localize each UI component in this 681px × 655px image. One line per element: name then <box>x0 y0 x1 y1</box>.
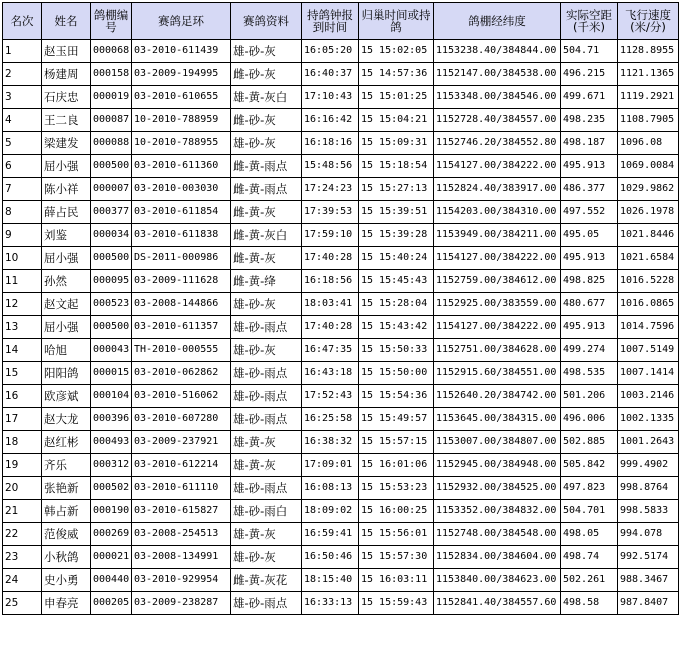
cell-ring-number: 03-2010-612214 <box>132 454 231 477</box>
cell-clock-time: 16:25:58 <box>302 408 359 431</box>
race-results-table <box>2 2 679 615</box>
cell-arrival-time: 15 15:18:54 <box>359 155 434 178</box>
cell-loft-coordinates: 1152759.00/384612.00 <box>434 270 561 293</box>
cell-clock-time: 16:47:35 <box>302 339 359 362</box>
cell-speed: 1096.08 <box>618 132 679 155</box>
cell-name: 杨建周 <box>42 63 91 86</box>
cell-name: 韩占新 <box>42 500 91 523</box>
cell-clock-time: 17:52:43 <box>302 385 359 408</box>
cell-distance: 498.825 <box>561 270 618 293</box>
cell-clock-time: 17:09:01 <box>302 454 359 477</box>
cell-loft-id: 000493 <box>91 431 132 454</box>
table-row <box>3 477 679 500</box>
cell-rank: 23 <box>3 546 42 569</box>
cell-rank: 10 <box>3 247 42 270</box>
cell-name: 史小勇 <box>42 569 91 592</box>
cell-speed: 1002.1335 <box>618 408 679 431</box>
table-row <box>3 40 679 63</box>
cell-ring-number: 10-2010-788955 <box>132 132 231 155</box>
cell-distance: 496.006 <box>561 408 618 431</box>
cell-rank: 13 <box>3 316 42 339</box>
cell-clock-time: 16:50:46 <box>302 546 359 569</box>
cell-speed: 1003.2146 <box>618 385 679 408</box>
cell-name: 孙然 <box>42 270 91 293</box>
cell-loft-coordinates: 1152640.20/384742.00 <box>434 385 561 408</box>
cell-speed: 987.8407 <box>618 592 679 615</box>
cell-loft-id: 000087 <box>91 109 132 132</box>
cell-clock-time: 16:59:41 <box>302 523 359 546</box>
cell-pigeon-info: 雌-黄-雨点 <box>231 178 302 201</box>
header-loft-id: 鸽棚编号 <box>91 3 132 40</box>
table-row <box>3 247 679 270</box>
cell-loft-id: 000377 <box>91 201 132 224</box>
cell-clock-time: 17:40:28 <box>302 316 359 339</box>
cell-rank: 22 <box>3 523 42 546</box>
cell-speed: 1119.2921 <box>618 86 679 109</box>
table-row <box>3 385 679 408</box>
header-loft-coordinates: 鸽棚经纬度 <box>434 3 561 40</box>
cell-speed: 1001.2643 <box>618 431 679 454</box>
cell-rank: 8 <box>3 201 42 224</box>
cell-name: 陈小祥 <box>42 178 91 201</box>
table-row <box>3 63 679 86</box>
cell-distance: 498.187 <box>561 132 618 155</box>
cell-loft-id: 000088 <box>91 132 132 155</box>
cell-distance: 499.274 <box>561 339 618 362</box>
cell-name: 张艳新 <box>42 477 91 500</box>
cell-rank: 18 <box>3 431 42 454</box>
cell-arrival-time: 15 15:40:24 <box>359 247 434 270</box>
cell-distance: 495.913 <box>561 155 618 178</box>
cell-speed: 1128.8955 <box>618 40 679 63</box>
cell-name: 梁建发 <box>42 132 91 155</box>
cell-name: 欧彦斌 <box>42 385 91 408</box>
cell-ring-number: 03-2010-062862 <box>132 362 231 385</box>
cell-loft-id: 000502 <box>91 477 132 500</box>
header-pigeon-info: 赛鸽资料 <box>231 3 302 40</box>
table-body <box>3 40 679 615</box>
cell-loft-id: 000034 <box>91 224 132 247</box>
cell-pigeon-info: 雄-黄-灰 <box>231 431 302 454</box>
cell-pigeon-info: 雄-砂-雨点 <box>231 592 302 615</box>
cell-arrival-time: 15 16:03:11 <box>359 569 434 592</box>
table-row <box>3 224 679 247</box>
cell-name: 范俊威 <box>42 523 91 546</box>
cell-speed: 1007.5149 <box>618 339 679 362</box>
cell-loft-id: 000095 <box>91 270 132 293</box>
cell-distance: 498.58 <box>561 592 618 615</box>
cell-pigeon-info: 雌-黄-灰花 <box>231 569 302 592</box>
cell-arrival-time: 15 16:00:25 <box>359 500 434 523</box>
cell-arrival-time: 15 16:01:06 <box>359 454 434 477</box>
cell-arrival-time: 15 15:57:30 <box>359 546 434 569</box>
cell-rank: 9 <box>3 224 42 247</box>
cell-clock-time: 18:09:02 <box>302 500 359 523</box>
cell-arrival-time: 15 15:50:00 <box>359 362 434 385</box>
cell-speed: 1007.1414 <box>618 362 679 385</box>
cell-ring-number: 03-2010-611838 <box>132 224 231 247</box>
cell-pigeon-info: 雄-砂-雨点 <box>231 385 302 408</box>
cell-arrival-time: 15 15:02:05 <box>359 40 434 63</box>
cell-loft-coordinates: 1154127.00/384222.00 <box>434 316 561 339</box>
cell-arrival-time: 15 14:57:36 <box>359 63 434 86</box>
cell-rank: 12 <box>3 293 42 316</box>
cell-ring-number: 03-2010-610655 <box>132 86 231 109</box>
cell-rank: 24 <box>3 569 42 592</box>
cell-ring-number: DS-2011-000986 <box>132 247 231 270</box>
cell-clock-time: 17:10:43 <box>302 86 359 109</box>
cell-name: 薛占民 <box>42 201 91 224</box>
cell-arrival-time: 15 15:28:04 <box>359 293 434 316</box>
cell-distance: 497.823 <box>561 477 618 500</box>
cell-pigeon-info: 雌-黄-绛 <box>231 270 302 293</box>
cell-rank: 11 <box>3 270 42 293</box>
cell-ring-number: 03-2009-111628 <box>132 270 231 293</box>
cell-pigeon-info: 雄-砂-灰 <box>231 293 302 316</box>
cell-arrival-time: 15 15:04:21 <box>359 109 434 132</box>
cell-distance: 480.677 <box>561 293 618 316</box>
cell-pigeon-info: 雄-砂-雨点 <box>231 477 302 500</box>
cell-loft-id: 000007 <box>91 178 132 201</box>
table-header <box>3 3 679 40</box>
cell-rank: 6 <box>3 155 42 178</box>
cell-ring-number: 03-2010-611360 <box>132 155 231 178</box>
cell-rank: 1 <box>3 40 42 63</box>
cell-loft-coordinates: 1153352.00/384832.00 <box>434 500 561 523</box>
cell-loft-coordinates: 1152746.20/384552.80 <box>434 132 561 155</box>
cell-ring-number: 03-2010-607280 <box>132 408 231 431</box>
cell-loft-coordinates: 1152728.40/384557.00 <box>434 109 561 132</box>
header-speed: 飞行速度(米/分) <box>618 3 679 40</box>
cell-loft-coordinates: 1152834.00/384604.00 <box>434 546 561 569</box>
cell-name: 小秋鸽 <box>42 546 91 569</box>
table-row <box>3 109 679 132</box>
cell-clock-time: 16:18:56 <box>302 270 359 293</box>
table-row <box>3 454 679 477</box>
cell-distance: 502.885 <box>561 431 618 454</box>
cell-distance: 498.235 <box>561 109 618 132</box>
cell-distance: 498.05 <box>561 523 618 546</box>
table-row <box>3 523 679 546</box>
cell-clock-time: 16:08:13 <box>302 477 359 500</box>
table-row <box>3 201 679 224</box>
cell-loft-coordinates: 1152748.00/384548.00 <box>434 523 561 546</box>
cell-distance: 504.701 <box>561 500 618 523</box>
cell-name: 屈小强 <box>42 155 91 178</box>
cell-pigeon-info: 雄-黄-灰 <box>231 523 302 546</box>
cell-ring-number: 03-2009-238287 <box>132 592 231 615</box>
cell-pigeon-info: 雌-黄-灰白 <box>231 224 302 247</box>
cell-name: 屈小强 <box>42 247 91 270</box>
cell-rank: 25 <box>3 592 42 615</box>
cell-ring-number: 03-2008-254513 <box>132 523 231 546</box>
cell-name: 赵大龙 <box>42 408 91 431</box>
cell-rank: 19 <box>3 454 42 477</box>
cell-loft-coordinates: 1154127.00/384222.00 <box>434 247 561 270</box>
cell-clock-time: 15:48:56 <box>302 155 359 178</box>
cell-ring-number: 03-2010-003030 <box>132 178 231 201</box>
cell-ring-number: 03-2010-611439 <box>132 40 231 63</box>
table-row <box>3 86 679 109</box>
cell-ring-number: 03-2008-144866 <box>132 293 231 316</box>
table-row <box>3 408 679 431</box>
cell-ring-number: 03-2010-611854 <box>132 201 231 224</box>
table-row <box>3 270 679 293</box>
cell-speed: 1121.1365 <box>618 63 679 86</box>
cell-ring-number: 03-2009-237921 <box>132 431 231 454</box>
cell-name: 赵玉田 <box>42 40 91 63</box>
cell-rank: 2 <box>3 63 42 86</box>
cell-name: 石庆忠 <box>42 86 91 109</box>
cell-loft-coordinates: 1153645.00/384315.00 <box>434 408 561 431</box>
cell-loft-coordinates: 1154127.00/384222.00 <box>434 155 561 178</box>
cell-pigeon-info: 雄-砂-雨白 <box>231 500 302 523</box>
cell-loft-coordinates: 1152945.00/384948.00 <box>434 454 561 477</box>
cell-speed: 1016.5228 <box>618 270 679 293</box>
cell-loft-id: 000523 <box>91 293 132 316</box>
cell-clock-time: 17:40:28 <box>302 247 359 270</box>
cell-arrival-time: 15 15:56:01 <box>359 523 434 546</box>
table-row <box>3 293 679 316</box>
cell-loft-id: 000500 <box>91 316 132 339</box>
cell-speed: 998.5833 <box>618 500 679 523</box>
cell-speed: 1014.7596 <box>618 316 679 339</box>
cell-loft-coordinates: 1153949.00/384211.00 <box>434 224 561 247</box>
cell-name: 屈小强 <box>42 316 91 339</box>
cell-pigeon-info: 雌-黄-灰 <box>231 247 302 270</box>
cell-pigeon-info: 雄-砂-灰 <box>231 339 302 362</box>
cell-pigeon-info: 雌-砂-灰 <box>231 63 302 86</box>
cell-pigeon-info: 雄-砂-灰 <box>231 132 302 155</box>
cell-loft-coordinates: 1154203.00/384310.00 <box>434 201 561 224</box>
cell-distance: 497.552 <box>561 201 618 224</box>
cell-name: 申春亮 <box>42 592 91 615</box>
cell-loft-id: 000021 <box>91 546 132 569</box>
cell-clock-time: 16:18:16 <box>302 132 359 155</box>
cell-loft-id: 000269 <box>91 523 132 546</box>
cell-ring-number: 03-2010-611357 <box>132 316 231 339</box>
cell-rank: 17 <box>3 408 42 431</box>
cell-loft-coordinates: 1152841.40/384557.60 <box>434 592 561 615</box>
cell-loft-coordinates: 1153348.00/384546.00 <box>434 86 561 109</box>
cell-loft-id: 000312 <box>91 454 132 477</box>
cell-arrival-time: 15 15:09:31 <box>359 132 434 155</box>
cell-loft-coordinates: 1152915.60/384551.00 <box>434 362 561 385</box>
cell-ring-number: 03-2010-615827 <box>132 500 231 523</box>
cell-ring-number: 03-2010-929954 <box>132 569 231 592</box>
cell-arrival-time: 15 15:59:43 <box>359 592 434 615</box>
table-row <box>3 431 679 454</box>
cell-name: 赵红彬 <box>42 431 91 454</box>
cell-name: 阳阳鸽 <box>42 362 91 385</box>
table-row <box>3 316 679 339</box>
cell-speed: 998.8764 <box>618 477 679 500</box>
header-arrival-time: 归巢时间或持鸽 <box>359 3 434 40</box>
cell-distance: 495.05 <box>561 224 618 247</box>
cell-arrival-time: 15 15:39:51 <box>359 201 434 224</box>
cell-name: 哈旭 <box>42 339 91 362</box>
header-row <box>3 3 679 40</box>
cell-distance: 486.377 <box>561 178 618 201</box>
cell-loft-id: 000019 <box>91 86 132 109</box>
cell-ring-number: TH-2010-000555 <box>132 339 231 362</box>
cell-rank: 7 <box>3 178 42 201</box>
header-rank: 名次 <box>3 3 42 40</box>
cell-speed: 1108.7905 <box>618 109 679 132</box>
cell-speed: 1069.0084 <box>618 155 679 178</box>
table-row <box>3 569 679 592</box>
cell-clock-time: 17:59:10 <box>302 224 359 247</box>
table-row <box>3 178 679 201</box>
cell-rank: 16 <box>3 385 42 408</box>
cell-rank: 21 <box>3 500 42 523</box>
cell-arrival-time: 15 15:53:23 <box>359 477 434 500</box>
cell-pigeon-info: 雄-黄-灰白 <box>231 86 302 109</box>
cell-rank: 14 <box>3 339 42 362</box>
cell-ring-number: 10-2010-788959 <box>132 109 231 132</box>
cell-loft-coordinates: 1153007.00/384807.00 <box>434 431 561 454</box>
cell-clock-time: 18:03:41 <box>302 293 359 316</box>
cell-ring-number: 03-2008-134991 <box>132 546 231 569</box>
cell-loft-id: 000104 <box>91 385 132 408</box>
table-row <box>3 592 679 615</box>
cell-loft-coordinates: 1152932.00/384525.00 <box>434 477 561 500</box>
cell-rank: 5 <box>3 132 42 155</box>
cell-clock-time: 16:43:18 <box>302 362 359 385</box>
cell-distance: 498.74 <box>561 546 618 569</box>
cell-loft-id: 000500 <box>91 247 132 270</box>
cell-arrival-time: 15 15:54:36 <box>359 385 434 408</box>
cell-loft-id: 000068 <box>91 40 132 63</box>
cell-speed: 1026.1978 <box>618 201 679 224</box>
table-row <box>3 362 679 385</box>
cell-loft-id: 000043 <box>91 339 132 362</box>
cell-clock-time: 16:33:13 <box>302 592 359 615</box>
table-row <box>3 132 679 155</box>
cell-rank: 4 <box>3 109 42 132</box>
cell-speed: 1016.0865 <box>618 293 679 316</box>
cell-loft-coordinates: 1152925.00/383559.00 <box>434 293 561 316</box>
cell-loft-id: 000396 <box>91 408 132 431</box>
cell-arrival-time: 15 15:50:33 <box>359 339 434 362</box>
table-row <box>3 500 679 523</box>
cell-clock-time: 17:39:53 <box>302 201 359 224</box>
cell-rank: 3 <box>3 86 42 109</box>
table-row <box>3 339 679 362</box>
cell-arrival-time: 15 15:49:57 <box>359 408 434 431</box>
cell-loft-id: 000190 <box>91 500 132 523</box>
cell-loft-coordinates: 1152824.40/383917.00 <box>434 178 561 201</box>
cell-arrival-time: 15 15:57:15 <box>359 431 434 454</box>
cell-name: 赵文起 <box>42 293 91 316</box>
cell-distance: 495.913 <box>561 316 618 339</box>
cell-loft-id: 000158 <box>91 63 132 86</box>
table-row <box>3 155 679 178</box>
cell-distance: 501.206 <box>561 385 618 408</box>
cell-rank: 20 <box>3 477 42 500</box>
cell-distance: 495.913 <box>561 247 618 270</box>
cell-ring-number: 03-2010-516062 <box>132 385 231 408</box>
header-clock-time: 持鸽钟报到时间 <box>302 3 359 40</box>
cell-ring-number: 03-2010-611110 <box>132 477 231 500</box>
cell-clock-time: 16:38:32 <box>302 431 359 454</box>
cell-loft-id: 000205 <box>91 592 132 615</box>
cell-ring-number: 03-2009-194995 <box>132 63 231 86</box>
cell-pigeon-info: 雌-砂-灰 <box>231 109 302 132</box>
header-ring-number: 赛鸽足环 <box>132 3 231 40</box>
cell-loft-id: 000500 <box>91 155 132 178</box>
cell-loft-coordinates: 1152751.00/384628.00 <box>434 339 561 362</box>
cell-distance: 504.71 <box>561 40 618 63</box>
header-name: 姓名 <box>42 3 91 40</box>
cell-speed: 988.3467 <box>618 569 679 592</box>
cell-speed: 992.5174 <box>618 546 679 569</box>
cell-distance: 502.261 <box>561 569 618 592</box>
cell-arrival-time: 15 15:39:28 <box>359 224 434 247</box>
cell-distance: 499.671 <box>561 86 618 109</box>
cell-pigeon-info: 雄-砂-雨点 <box>231 408 302 431</box>
cell-speed: 999.4902 <box>618 454 679 477</box>
cell-speed: 994.078 <box>618 523 679 546</box>
cell-speed: 1021.8446 <box>618 224 679 247</box>
cell-clock-time: 16:16:42 <box>302 109 359 132</box>
cell-arrival-time: 15 15:45:43 <box>359 270 434 293</box>
cell-name: 刘鉴 <box>42 224 91 247</box>
cell-pigeon-info: 雄-砂-雨点 <box>231 316 302 339</box>
cell-pigeon-info: 雌-黄-雨点 <box>231 155 302 178</box>
cell-speed: 1021.6584 <box>618 247 679 270</box>
cell-arrival-time: 15 15:43:42 <box>359 316 434 339</box>
cell-pigeon-info: 雌-黄-灰 <box>231 201 302 224</box>
cell-arrival-time: 15 15:27:13 <box>359 178 434 201</box>
header-distance: 实际空距(千米) <box>561 3 618 40</box>
cell-arrival-time: 15 15:01:25 <box>359 86 434 109</box>
cell-name: 齐乐 <box>42 454 91 477</box>
cell-distance: 498.535 <box>561 362 618 385</box>
cell-distance: 505.842 <box>561 454 618 477</box>
cell-loft-coordinates: 1152147.00/384538.00 <box>434 63 561 86</box>
cell-loft-id: 000440 <box>91 569 132 592</box>
cell-speed: 1029.9862 <box>618 178 679 201</box>
cell-distance: 496.215 <box>561 63 618 86</box>
cell-pigeon-info: 雄-砂-雨点 <box>231 362 302 385</box>
cell-clock-time: 16:40:37 <box>302 63 359 86</box>
cell-name: 王二良 <box>42 109 91 132</box>
table-row <box>3 546 679 569</box>
cell-loft-coordinates: 1153840.00/384623.00 <box>434 569 561 592</box>
cell-clock-time: 18:15:40 <box>302 569 359 592</box>
cell-loft-coordinates: 1153238.40/384844.00 <box>434 40 561 63</box>
cell-clock-time: 17:24:23 <box>302 178 359 201</box>
cell-rank: 15 <box>3 362 42 385</box>
cell-clock-time: 16:05:20 <box>302 40 359 63</box>
cell-pigeon-info: 雄-黄-灰 <box>231 454 302 477</box>
cell-pigeon-info: 雄-砂-灰 <box>231 40 302 63</box>
cell-loft-id: 000015 <box>91 362 132 385</box>
cell-pigeon-info: 雄-砂-灰 <box>231 546 302 569</box>
